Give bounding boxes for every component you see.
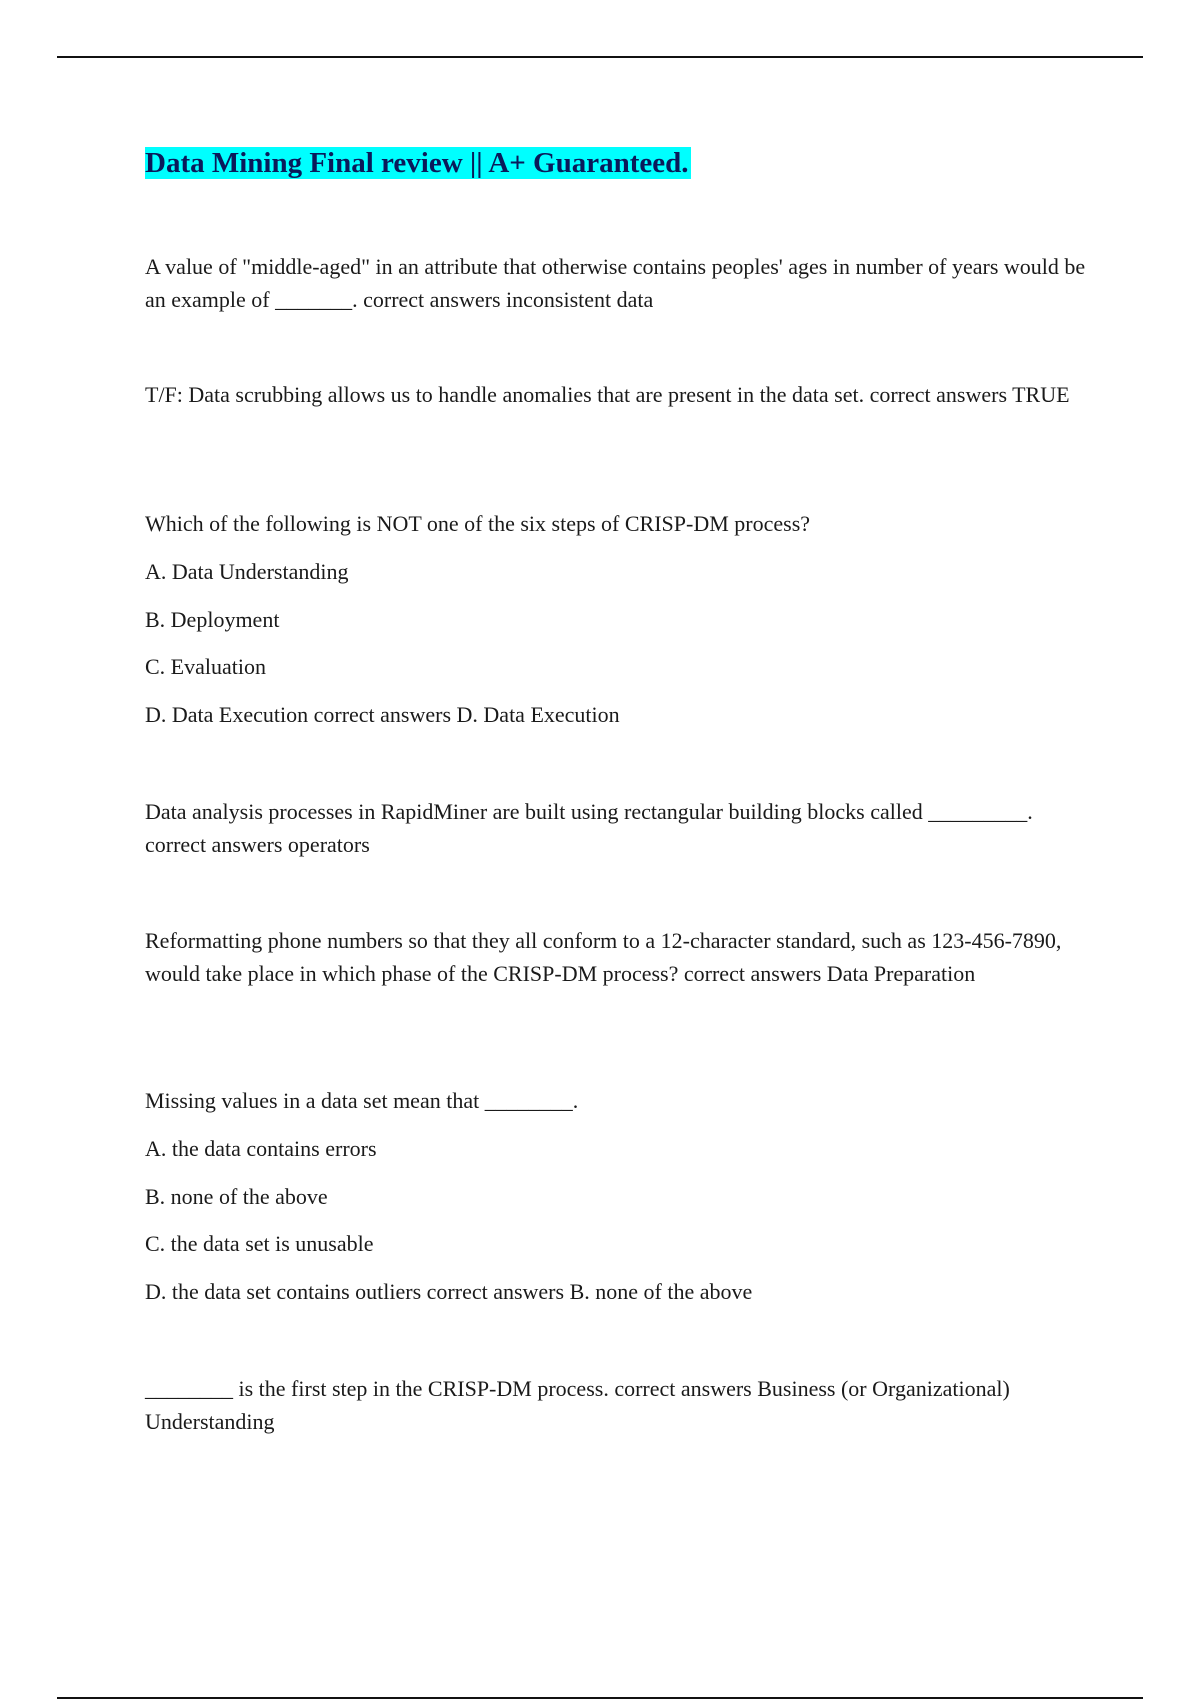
option-b: B. none of the above	[145, 1184, 328, 1209]
question-phone-reformatting: Reformatting phone numbers so that they all conform to a 12-character standard, such as 123-456-7890, would take place in which phase of the CRISP-DM process? correct answers Data Preparation	[145, 928, 1062, 986]
question-first-step: ________ is the first step in the CRISP-DM process. correct answers Business (or Organizational) Understanding	[145, 1376, 1010, 1434]
question-inconsistent-data: A value of "middle-aged" in an attribute that otherwise contains peoples' ages in number of years would be an example of _______. correct answers inconsistent data	[145, 254, 1086, 312]
option-c: C. Evaluation	[145, 654, 266, 679]
option-d: D. Data Execution correct answers D. Data Execution	[145, 702, 620, 727]
header-rule	[57, 56, 1143, 58]
question-data-scrubbing: T/F: Data scrubbing allows us to handle anomalies that are present in the data set. correct answers TRUE	[145, 382, 1070, 407]
option-a: A. Data Understanding	[145, 559, 349, 584]
option-b: B. Deployment	[145, 607, 280, 632]
title-highlight: Data Mining Final review || A+ Guaranteed.	[145, 147, 689, 179]
option-d: D. the data set contains outliers correct answers B. none of the above	[145, 1279, 753, 1304]
footer-rule	[57, 1697, 1143, 1699]
option-c: C. the data set is unusable	[145, 1231, 374, 1256]
document-title	[145, 143, 691, 183]
question-rapidminer-operators: Data analysis processes in RapidMiner are built using rectangular building blocks called _________. correct answers operators	[145, 799, 1033, 857]
question-crisp-dm-steps: Which of the following is NOT one of the six steps of CRISP-DM process?	[145, 511, 811, 536]
option-a: A. the data contains errors	[145, 1136, 377, 1161]
question-missing-values: Missing values in a data set mean that ________.	[145, 1088, 579, 1113]
